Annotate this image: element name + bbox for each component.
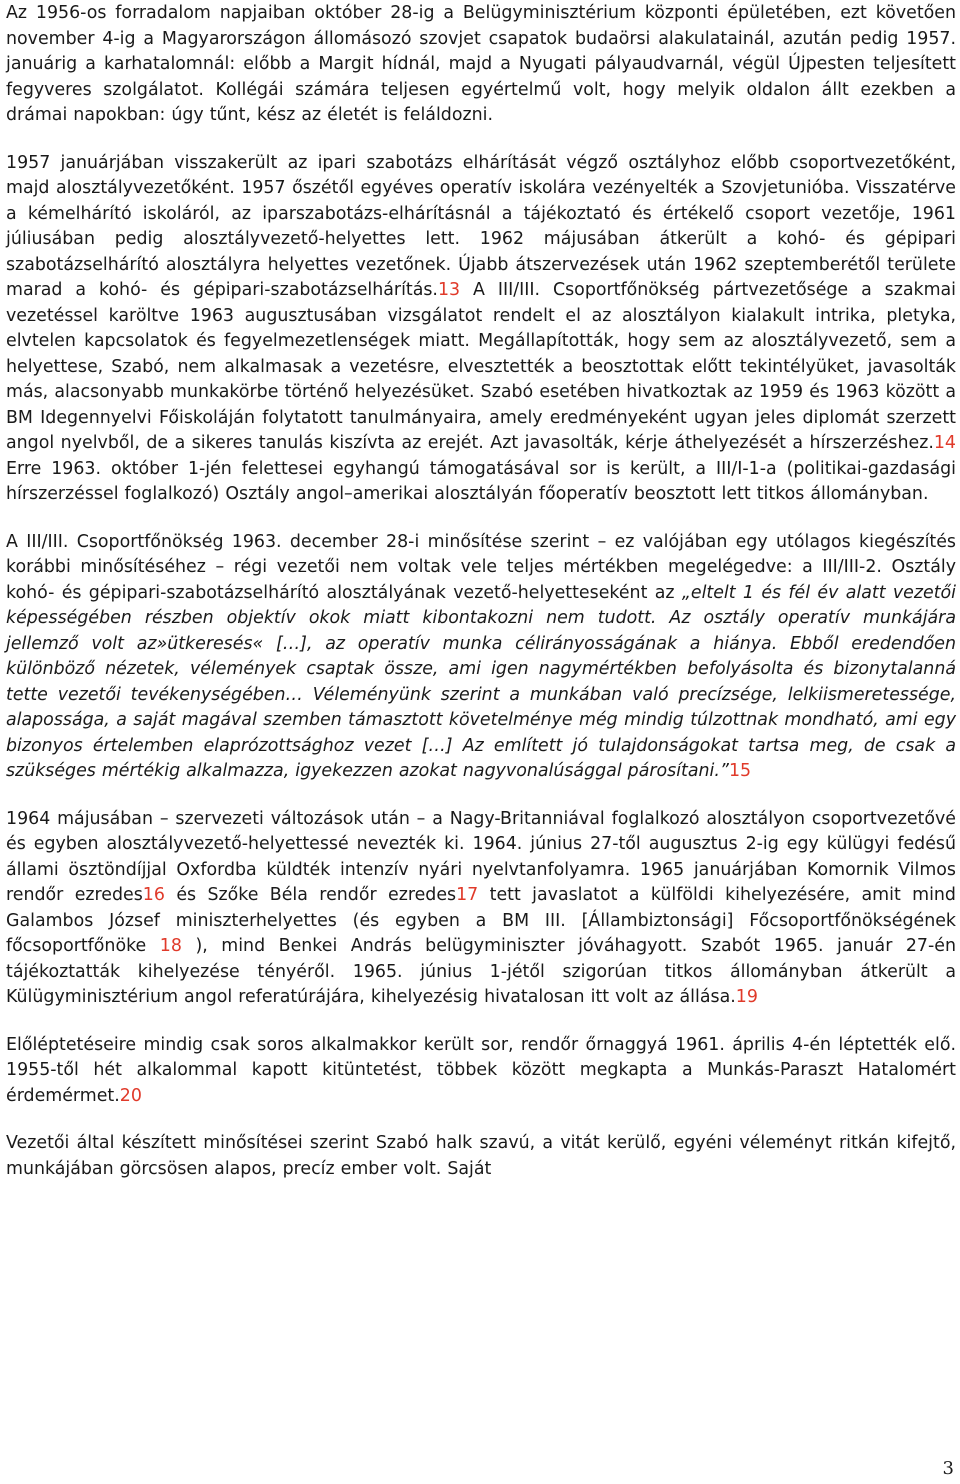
document-page xyxy=(6,0,956,1204)
paragraph xyxy=(6,530,956,785)
paragraph-text: ), mind Benkei András belügyminiszter jóváhagyott. Szabót 1965. január 27-én tájékoztatták kihelyezése tényéről. 1965. június 1-jétől szigorúan titkos állományban átkerült a Külügyminisztérium angol referatúrájára, kihelyezésig hivatalosan itt volt az állása. xyxy=(6,936,956,1007)
paragraph-text: A III/III. Csoportfőnökség pártvezetősége a szakmai vezetéssel karöltve 1963 augusztusában vizsgálatot rendelt el az alosztályon kialakult intrika, pletyka, elvtelen kapcsolatok és fegyelmezetlenségek miatt. Megállapították, hogy sem az alosztályvezető, sem a helyettese, Szabó, nem alkalmasak a vezetésre, elvesztették a beosztottak előtt tekintélyüket, javasolták más, alacsonyabb munkakörbe történő helyezésüket. Szabó esetében hivatkoztak az 1959 és 1963 között a BM Idegennyelvi Főiskoláján folytatott tanulmányaira, amely eredményeként ugyan jeles diplomát szerzett angol nyelvből, de a sikeres tanulás kiszívta az erejét. Azt javasolták, kérje áthelyezését a hírszerzéshez. xyxy=(6,280,957,453)
paragraph-text: 1964 májusában – szervezeti változások után – a Nagy-Britanniával foglalkozó alosztályon csoportvezetővé és egyben alosztályvezető-helyettessé nevezték ki. 1964. június 27-től augusztus 2-ig egy külügyi fedésű állami ösztöndíjjal Oxfordba küldték intenzív nyári nyelvtanfolyamra. 1965 januárjában Komornik Vilmos rendőr ezredes xyxy=(6,808,956,905)
paragraph-text: 1957 januárjában visszakerült az ipari szabotázs elhárítását végző osztályhoz előbb csoportvezetőként, majd alosztályvezetőként. 1957 őszétől egyéves operatív iskolára vezényelték a Szovjetunióba. Visszatérve a kémelhárító iskoláról, az iparszabotázs-elhárításnál a tájékoztató és értékelő csoport vezetője, 1961 júliusában pedig alosztályvezető-helyettes lett. 1962 májusában átkerült a kohó- és gépipari szabotázselhárító alosztályra helyettes vezetőnek. Újabb átszervezések után 1962 szeptemberétől területe marad a kohó- és gépipari-szabotázselhárítás. xyxy=(6,152,956,300)
footnote-marker[interactable]: 18 xyxy=(159,936,182,956)
paragraph-text: Erre 1963. október 1-jén felettesei egyhangú támogatásával sor is került, a III/I-1-a (politikai-gazdasági hírszerzéssel foglalkozó) Osztály angol–amerikai alosztályán főoperatív beosztott lett titkos állományban. xyxy=(6,458,956,504)
footnote-marker[interactable]: 19 xyxy=(735,987,758,1007)
footnote-marker[interactable]: 17 xyxy=(456,885,479,905)
paragraph xyxy=(6,807,956,1011)
quoted-evaluation-text: „eltelt 1 és fél év alatt vezetői képességében részben objektív okok miatt kibontakozni nem tudott. Az osztály operatív munkájára jellemző volt az»ütkeresés« […], az operatív munka célirányosságának a hiánya. Ebből eredendően különböző nézetek, vélemények csaptak össze, ami igen nagymértékben befolyásolta és bizonytalanná tette vezetői tevékenységében… Véleményünk szerint a munkában való precízsége, lelkiismeretessége, alapossága, a saját magával szemben támasztott követelménye még mindig túlzottnak mondható, ami egy bizonyos értelemben elaprózottsághoz vezet […] Az említett jó tulajdonságokat tartsa meg, de csak a szükséges mértékig alkalmazza, igyekezzen azokat nagyvonalúsággal párosítani.” xyxy=(6,582,956,781)
paragraph-text: Vezetői által készített minősítései szerint Szabó halk szavú, a vitát kerülő, egyéni véleményt ritkán kifejtő, munkájában görcsösen alapos, precíz ember volt. Saját xyxy=(6,1133,956,1179)
paragraph-text: és Szőke Béla rendőr ezredes xyxy=(164,885,457,905)
page-number: 3 xyxy=(942,1458,954,1479)
footnote-marker[interactable]: 15 xyxy=(728,761,752,781)
paragraph xyxy=(6,1131,956,1182)
paragraph-text: Az 1956-os forradalom napjaiban október 28-ig a Belügyminisztérium központi épületében, ezt követően november 4-ig a Magyarországon állomásozó szovjet csapatok budaörsi alakulatainál, azután pedig 1957. januárig a karhatalomnál: előbb a Margit hídnál, majd a Nyugati pályaudvarnál, végül Újpesten teljesített fegyveres szolgálatot. Kollégái számára teljesen egyértelmű volt, hogy melyik oldalon állt ezekben a drámai napokban: úgy tűnt, kész az életét is feláldozni. xyxy=(6,3,956,125)
footnote-marker[interactable]: 13 xyxy=(437,280,461,300)
paragraph xyxy=(6,1,956,129)
paragraph xyxy=(6,151,956,508)
footnote-marker[interactable]: 16 xyxy=(142,885,165,905)
footnote-marker[interactable]: 20 xyxy=(119,1085,142,1106)
paragraph xyxy=(6,1033,956,1110)
footnote-marker[interactable]: 14 xyxy=(933,433,956,453)
paragraph-text: Előléptetéseire mindig csak soros alkalmakkor került sor, rendőr őrnaggyá 1961. április 4-én léptették elő. 1955-től hét alkalommal kapott kitüntetést, többek között megkapta a Munkás-Paraszt Hatalomért érdemérmet. xyxy=(6,1034,956,1106)
paragraph-text: A III/III. Csoportfőnökség 1963. december 28-i minősítése szerint – ez valójában egy utólagos kiegészítés korábbi minősítéséhez – régi vezetői nem voltak vele teljes mértékben megelégedve: a III/III-2. Osztály kohó- és gépipari-szabotázselhárító alosztályának vezető-helyetteseként az xyxy=(6,531,956,603)
paragraph-text: tett javaslatot a külföldi kihelyezésére, amit mind Galambos József miniszterhelyettes (és egyben a BM III. [Állambiztonsági] Főcsoportfőnökségének főcsoportfőnöke xyxy=(6,885,956,956)
